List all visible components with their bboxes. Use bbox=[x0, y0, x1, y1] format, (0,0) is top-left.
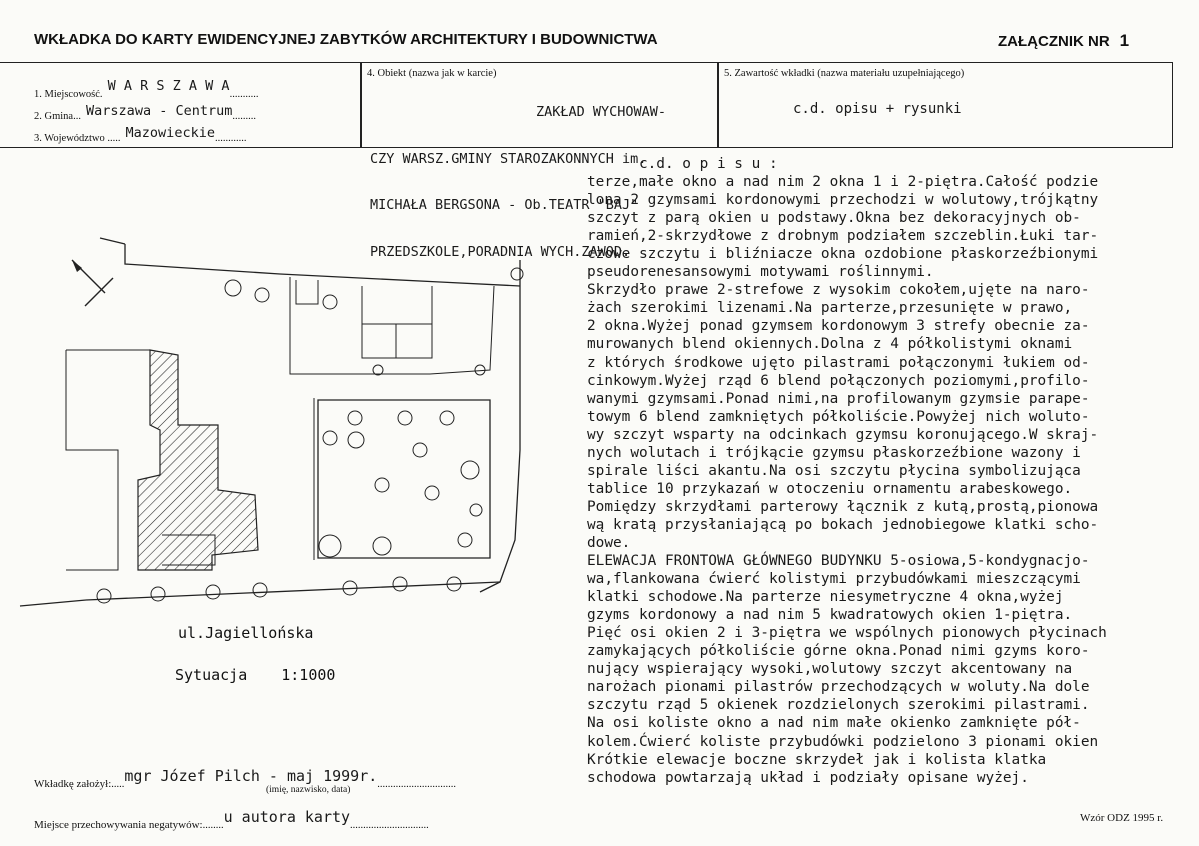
description-line: schodowa powtarzają układ i podziały opisane wyżej. bbox=[587, 769, 1029, 786]
fields-divider-1 bbox=[360, 62, 362, 148]
description-line: murowanych blend okiennych.Dolna z 4 półkolistymi oknami bbox=[587, 336, 1073, 353]
object-line-2: CZY WARSZ.GMINY STAROZAKONNYCH im. bbox=[370, 150, 647, 167]
description-line: terze,małe okno a nad nim 2 okna 1 i 2-piętra.Całość podzie bbox=[587, 174, 1099, 191]
description-line: żach szerokimi lizenami.Na parterze,przesunięte w prawo, bbox=[587, 300, 1073, 317]
description-line: lona 2 gzymsami kordonowymi przechodzi w wolutowy,trójkątny bbox=[587, 192, 1099, 209]
description-line: ELEWACJA FRONTOWA GŁÓWNEGO BUDYNKU 5-osiowa,5-kondygnacjo- bbox=[587, 553, 1090, 570]
description-line: gzyms kordonowy a nad nim 5 kwadratowych okien 1-piętra. bbox=[587, 607, 1073, 624]
town-label: 1. Miejscowość bbox=[34, 89, 100, 100]
attachment-label: ZAŁĄCZNIK NR bbox=[998, 33, 1110, 50]
attachment-number bbox=[998, 31, 1129, 51]
site-plan bbox=[0, 150, 585, 620]
description-line: spirale liści akantu.Na osi szczytu płycina symbolizująca bbox=[587, 462, 1081, 479]
storage-row: Miejsce przechowywania negatywów:........u autora karty.............................. bbox=[34, 808, 429, 831]
description-line: cinkowym.Wyżej rząd 6 blend połączonych poziomymi,profilo- bbox=[587, 372, 1090, 389]
voivodeship-value: Mazowieckie bbox=[125, 125, 215, 141]
storage-label: Miejsce przechowywania negatywów: bbox=[34, 819, 203, 831]
gmina-value: Warszawa - Centrum bbox=[86, 103, 233, 119]
voivodeship-label: 3. Województwo bbox=[34, 133, 105, 144]
fields-divider-2 bbox=[717, 62, 719, 148]
object-line-1: ZAKŁAD WYCHOWAW- bbox=[536, 104, 667, 120]
description-line: Skrzydło prawe 2-strefowe z wysokim cokołem,ujęte na naro- bbox=[587, 282, 1090, 299]
description-line: szczyt z parą okien u podstawy.Okna bez dekoracyjnych ob- bbox=[587, 210, 1081, 227]
gmina-label: 2. Gmina bbox=[34, 111, 74, 122]
description-line: pseudorenesansowymi motywami roślinnymi. bbox=[587, 264, 934, 281]
author-label: Wkładkę założył: bbox=[34, 778, 112, 790]
object-line-4: PRZEDSZKOLE,PORADNIA WYCH.ZAWOD. bbox=[370, 243, 631, 260]
scale-label: Sytuacja bbox=[175, 666, 248, 684]
description-line: narożach pionami pilastrów przechodzących w woluty.Na dole bbox=[587, 679, 1090, 696]
north-arrow-icon bbox=[72, 260, 113, 306]
description-line: wy szczyt wsparty na odcinkach gzymsu koronującego.W skraj- bbox=[587, 426, 1099, 443]
contents-label: 5. Zawartość wkładki (nazwa materiału uzupełniającego) bbox=[724, 68, 965, 79]
description-text bbox=[587, 155, 1199, 787]
description-line: nujący wspierający wysoki,wolutowy szczyt akcentowany na bbox=[587, 661, 1073, 678]
description-line: c.d. o p i s u : bbox=[587, 156, 778, 172]
description-line: wanymi gzymsami.Ponad nimi,na profilowanym gzymsie parape- bbox=[587, 390, 1090, 407]
scale-row bbox=[175, 666, 335, 684]
description-line: wa,flankowana ćwierć kolistymi przybudówkami mieszczącymi bbox=[587, 571, 1081, 588]
author-hint: (imię, nazwisko, data) bbox=[266, 785, 351, 795]
description-line: czowe szczytu i bliźniacze okna ozdobione płaskorzeźbionymi bbox=[587, 246, 1099, 263]
contents-value: c.d. opisu + rysunki bbox=[793, 101, 962, 117]
description-line: wą kratą przysłaniającą po bokach jednobiegowe klatki scho- bbox=[587, 516, 1099, 533]
voivodeship-row: 3. Województwo ..... $^{Mazowieckie}$............ bbox=[34, 125, 247, 144]
description-line: Krótkie elewacje boczne skrzydeł jak i kolista klatka bbox=[587, 751, 1047, 768]
description-line: towym 6 blend zamkniętych półkoliście.Powyżej nich woluto- bbox=[587, 408, 1090, 425]
attachment-number-value: 1 bbox=[1119, 31, 1130, 50]
description-line: kolem.Ćwierć koliste przybudówki podzielono 3 pionami okien bbox=[587, 733, 1099, 750]
description-line: Na osi koliste okno a nad nim małe okienko zamknięte pół- bbox=[587, 715, 1081, 732]
description-line: zamykających półkoliście górne okna.Ponad nimi gzyms koro- bbox=[587, 643, 1090, 660]
description-line: dowe. bbox=[587, 534, 631, 551]
town-row: 1. Miejscowość. $^{W A R S Z A W A}$........... bbox=[34, 78, 259, 100]
author-value: mgr Józef Pilch - maj 1999r. bbox=[124, 767, 378, 785]
scale-value: 1:1000 bbox=[281, 666, 336, 684]
street-label: ul.Jagiellońska bbox=[178, 624, 314, 642]
description-line: Pięć osi okien 2 i 3-piętra we wspólnych pionowych płycinach bbox=[587, 625, 1107, 642]
form-model: Wzór ODZ 1995 r. bbox=[1080, 812, 1164, 824]
description-line: nych wolutach i trójkącie gzymsu płaskorzeźbione wazony i bbox=[587, 444, 1081, 461]
description-line: szczytu rząd 5 okienek rozdzielonych szerokimi pilastrami. bbox=[587, 697, 1090, 714]
town-value: W A R S Z A W A bbox=[107, 78, 230, 94]
object-line-3: MICHAŁA BERGSONA - Ob.TEATR "BAJ" bbox=[370, 197, 639, 213]
object-label: 4. Obiekt (nazwa jak w karcie) bbox=[367, 68, 497, 79]
description-line: ramień,2-skrzydłowe z drobnym podziałem szczeblin.Łuki tar- bbox=[587, 228, 1099, 245]
description-line: 2 okna.Wyżej ponad gzymsem kordonowym 3 strefy obecnie za- bbox=[587, 318, 1090, 335]
form-title: WKŁADKA DO KARTY EWIDENCYJNEJ ZABYTKÓW ARCHITEKTURY I BUDOWNICTWA bbox=[34, 31, 658, 48]
description-line: klatki schodowe.Na parterze niesymetryczne 4 okna,wyżej bbox=[587, 589, 1064, 606]
description-line: tablice 10 przykazań w otoczeniu ornamentu arabeskowego. bbox=[587, 480, 1073, 497]
author-row: Wkładkę założył:.....mgr Józef Pilch - maj 1999r............................... bbox=[34, 767, 457, 790]
storage-value: u autora karty bbox=[223, 808, 351, 826]
gmina-row: 2. Gmina... $^{Warszawa - Centrum}$......... bbox=[34, 103, 256, 122]
description-line: z których środkowe ujęto pilastrami połączonymi łukiem od- bbox=[587, 354, 1090, 371]
description-line: Pomiędzy skrzydłami parterowy łącznik z kutą,prostą,pionowa bbox=[587, 498, 1099, 515]
